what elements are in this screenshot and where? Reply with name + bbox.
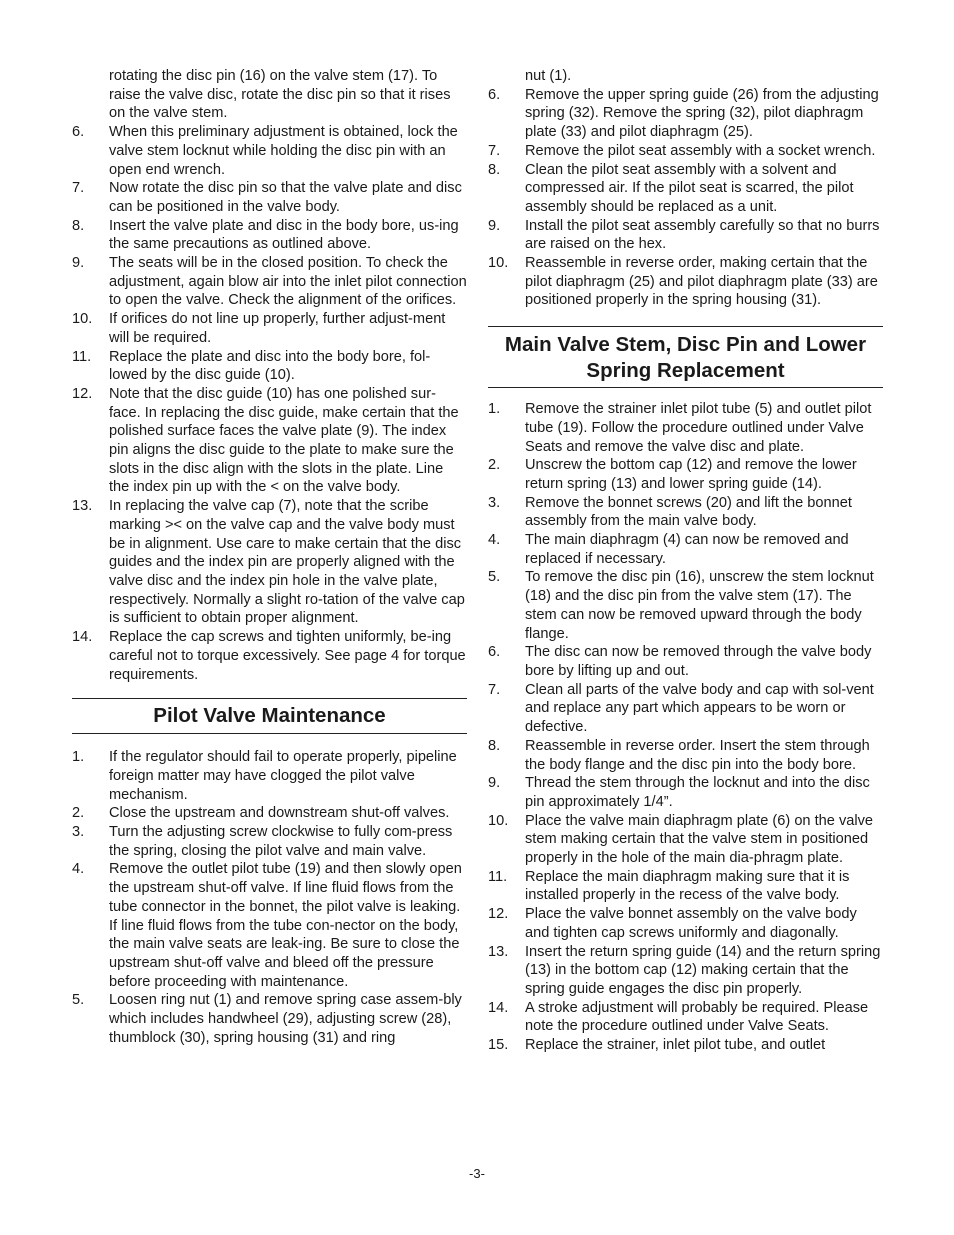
step-text: Loosen ring nut (1) and remove spring case assem-bly which includes handwheel (29), adjusting screw (28), thumblock (30), spring housing (31) and ring: [109, 992, 462, 1046]
step-text: Reassemble in reverse order, making certain that the pilot diaphragm (25) and pilot diaphragm plate (33) are positioned properly in the spring housing (31).: [525, 255, 878, 309]
list-item: [72, 497, 467, 628]
list-item: [488, 943, 883, 999]
step-text: Replace the plate and disc into the body bore, fol-lowed by the disc guide (10).: [109, 348, 431, 384]
step-number: 2.: [72, 805, 85, 822]
step-text: Place the valve main diaphragm plate (6) on the valve stem making certain that the valve stem in positioned properly in the hole of the main dia-phragm plate.: [525, 812, 874, 867]
step-number: 11.: [72, 348, 92, 365]
main-valve-stem-heading: [488, 326, 883, 388]
step-text: Place the valve bonnet assembly on the valve body and tighten cap screws uniformly and diagonally.: [525, 906, 857, 941]
step-number: 11.: [488, 868, 508, 885]
step-text: A stroke adjustment will probably be required. Please note the procedure outlined under Valve Seats.: [525, 999, 869, 1035]
step-number: 7.: [72, 180, 85, 197]
step-number: 6.: [72, 124, 85, 141]
step-number: 14.: [488, 999, 509, 1016]
step-number: 10.: [488, 812, 509, 829]
step-text: Clean the pilot seat assembly with a solvent and compressed air. If the pilot seat is scarred, the pilot assembly should be replaced as a unit.: [525, 161, 854, 215]
step-number: 8.: [488, 737, 501, 754]
step-text: Replace the cap screws and tighten uniformly, be-ing careful not to torque excessively. See page 4 for torque requirements.: [109, 629, 466, 683]
list-item: [488, 142, 883, 161]
step-number: 1.: [488, 401, 501, 418]
list-item: [72, 860, 467, 991]
list-item: [488, 400, 883, 456]
list-item: [488, 217, 883, 254]
step-text: Install the pilot seat assembly carefully so that no burrs are raised on the hex.: [525, 217, 880, 253]
list-item: [488, 812, 883, 868]
step-text: Unscrew the bottom cap (12) and remove the lower return spring (13) and lower spring guide (14).: [525, 457, 857, 492]
step-number: 12.: [488, 906, 509, 923]
step-text: Remove the upper spring guide (26) from the adjusting spring (32). Remove the spring (32), pilot diaphragm plate (33) and pilot diaphragm (25).: [525, 86, 879, 141]
step-number: 6.: [488, 644, 501, 661]
main-valve-steps-list: [488, 400, 883, 1055]
step-text: Note that the disc guide (10) has one polished sur-face. In replacing the disc guide, make certain that the polished surface faces the valve plate (9). The index pin aligns the disc guide to the plate to make sure the slots in the disc align with the slots in the plate. Line the index pin up with the < on the valve body.: [109, 385, 459, 496]
step-text: Remove the bonnet screws (20) and lift the bonnet assembly from the main valve body.: [525, 494, 852, 530]
list-item: [72, 385, 467, 497]
pilot-valve-steps-list: [72, 748, 467, 1047]
step-text: In replacing the valve cap (7), note that the scribe marking >< on the valve cap and the valve body must be in alignment. Use care to make certain that the disc guides and the index pin are properly aligned with the valve disc and the index pin hole in the valve plate, respectively. Normally a slight ro-tation of the valve cap is sufficient to obtain proper alignment.: [109, 498, 465, 627]
step-number: 10.: [72, 311, 93, 328]
list-item: [488, 1036, 883, 1055]
step-number: 2.: [488, 457, 501, 474]
list-item: [72, 748, 467, 804]
step-number: 14.: [72, 629, 93, 646]
list-item: [72, 628, 467, 684]
heading-line: Main Valve Stem, Disc Pin and Lower: [504, 333, 867, 357]
step-text: To remove the disc pin (16), unscrew the stem locknut (18) and the disc pin from the valve stem (17). The stem can now be removed upward through the body flange.: [525, 569, 874, 642]
step-number: 8.: [488, 161, 501, 178]
list-item: [488, 774, 883, 811]
list-item: [488, 868, 883, 905]
step-text: The main diaphragm (4) can now be removed and replaced if necessary.: [525, 532, 849, 567]
step-number: 9.: [72, 255, 85, 272]
list-item: [488, 456, 883, 493]
list-item: [72, 217, 467, 254]
step-text: Insert the valve plate and disc in the body bore, us-ing the same precautions as outlined above.: [109, 217, 459, 253]
valve-seat-steps-list: [72, 123, 467, 684]
step-text: The disc can now be removed through the valve body bore by lifting up and out.: [525, 644, 872, 679]
step-text: Clean all parts of the valve body and cap with sol-vent and replace any part which appears to be worn or defective.: [525, 681, 874, 736]
step-text: Insert the return spring guide (14) and the return spring (13) in the bottom cap (12) making certain that the spring guide engages the disc pin properly.: [525, 943, 881, 997]
list-item: [72, 991, 467, 1047]
step-number: 13.: [72, 498, 93, 515]
list-item: [488, 681, 883, 737]
left-column: [72, 67, 467, 1047]
list-item: [488, 737, 883, 774]
step-text: When this preliminary adjustment is obtained, lock the valve stem locknut while holding the disc pin with an open end wrench.: [109, 124, 458, 178]
list-item: [72, 823, 467, 860]
pilot-valve-steps-continued-list: [488, 86, 883, 310]
right-column: [488, 67, 883, 1055]
list-item: [488, 905, 883, 942]
step-number: 5.: [488, 569, 501, 586]
step-text: Replace the strainer, inlet pilot tube, and outlet: [525, 1037, 826, 1054]
step-text: Remove the outlet pilot tube (19) and then slowly open the upstream shut-off valve. If line fluid flows from the tube connector in the bonnet, the pilot valve is leaking. If line fluid flows from the tube con-nector on the body, the main valve seats are leak-ing. Be sure to close the upstream shut-off valve and bleed off the pressure before proceeding with maintenance.: [109, 861, 462, 990]
step-number: 8.: [72, 217, 85, 234]
step-number: 3.: [488, 494, 501, 511]
step-number: 5.: [72, 992, 85, 1009]
page-number: -3-: [469, 1166, 485, 1181]
list-item: [72, 123, 467, 179]
heading-line: Spring Replacement: [586, 359, 785, 383]
step-text: Remove the pilot seat assembly with a socket wrench.: [525, 142, 876, 159]
list-item: [488, 494, 883, 531]
list-item: [72, 179, 467, 216]
pilot-valve-maintenance-heading: Pilot Valve Maintenance: [72, 698, 467, 734]
list-item: [488, 999, 883, 1036]
step-number: 3.: [72, 824, 85, 841]
step-text: The seats will be in the closed position. To check the adjustment, again blow air into the inlet pilot connection to open the valve. Check the alignment of the orifices.: [109, 255, 467, 309]
step-number: 4.: [488, 532, 501, 549]
continued-step-text: nut (1).: [525, 68, 572, 84]
list-item: [72, 804, 467, 823]
list-item: [72, 254, 467, 310]
step-number: 10.: [488, 255, 509, 272]
list-item: [488, 568, 883, 643]
step-number: 12.: [72, 385, 93, 402]
step-text: Close the upstream and downstream shut-off valves.: [109, 805, 450, 822]
step-number: 7.: [488, 142, 501, 159]
list-item: [72, 348, 467, 385]
step-text: Turn the adjusting screw clockwise to fully com-press the spring, closing the pilot valve and main valve.: [109, 824, 453, 859]
continued-step-text: rotating the disc pin (16) on the valve stem (17). To raise the valve disc, rotate the disc pin so that it rises on the valve stem.: [109, 68, 451, 122]
list-item: [488, 86, 883, 142]
step-number: 15.: [488, 1037, 509, 1054]
list-item: [488, 643, 883, 680]
step-text: If the regulator should fail to operate properly, pipeline foreign matter may have clogged the pilot valve mechanism.: [109, 749, 457, 803]
step-number: 6.: [488, 86, 501, 103]
step-number: 9.: [488, 217, 501, 234]
step-text: Remove the strainer inlet pilot tube (5) and outlet pilot tube (19). Follow the procedure outlined under Valve Seats and remove the valve disc and plate.: [525, 401, 872, 455]
step-number: 1.: [72, 749, 85, 766]
step-number: 7.: [488, 681, 501, 698]
step-text: Thread the stem through the locknut and into the disc pin approximately 1/4”.: [525, 775, 870, 810]
step-text: Replace the main diaphragm making sure that it is installed properly in the recess of the valve body.: [525, 868, 850, 904]
list-item: [488, 254, 883, 310]
step-number: 13.: [488, 943, 509, 960]
step-number: 4.: [72, 861, 85, 878]
step-text: If orifices do not line up properly, further adjust-ment will be required.: [109, 311, 446, 346]
step-text: Now rotate the disc pin so that the valve plate and disc can be positioned in the valve body.: [109, 180, 462, 215]
step-number: 9.: [488, 775, 501, 792]
list-item: [488, 531, 883, 568]
step-text: Reassemble in reverse order. Insert the stem through the body flange and the disc pin into the body bore.: [525, 737, 870, 773]
list-item: [72, 310, 467, 347]
list-item: [488, 161, 883, 217]
